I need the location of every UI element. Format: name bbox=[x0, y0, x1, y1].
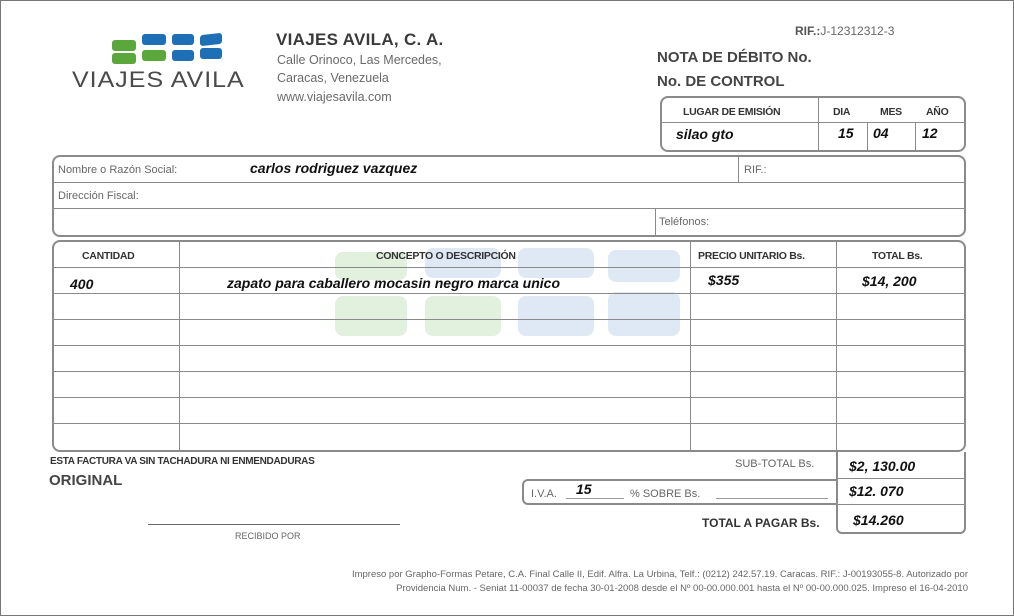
header-concepto: CONCEPTO O DESCRIPCIÓN bbox=[376, 250, 516, 262]
subtotal-label: SUB-TOTAL Bs. bbox=[735, 458, 815, 470]
received-by-label: RECIBIDO POR bbox=[235, 531, 301, 541]
sobre-label: % SOBRE Bs. bbox=[630, 488, 701, 500]
signature-line bbox=[148, 524, 400, 525]
dia-value: 15 bbox=[838, 125, 854, 141]
lugar-emision-label: LUGAR DE EMISIÓN bbox=[683, 106, 781, 118]
mes-value: 04 bbox=[873, 125, 889, 141]
item-concepto: zapato para caballero mocasin negro marca unico bbox=[227, 275, 560, 291]
logo-icon bbox=[112, 34, 224, 64]
item-total: $14, 200 bbox=[862, 273, 917, 289]
client-rif-label: RIF.: bbox=[744, 164, 767, 176]
client-box bbox=[52, 155, 966, 237]
item-cantidad: 400 bbox=[70, 276, 94, 292]
header-precio: PRECIO UNITARIO Bs. bbox=[698, 250, 805, 262]
no-alterations-notice: ESTA FACTURA VA SIN TACHADURA NI ENMENDADURAS bbox=[50, 456, 315, 467]
item-precio: $355 bbox=[708, 272, 740, 288]
rif-number: RIF.:J-12312312-3 bbox=[795, 24, 895, 38]
ano-label: AÑO bbox=[926, 106, 949, 118]
emission-box bbox=[660, 96, 966, 152]
printer-footer-line1: Impreso por Grapho-Formas Petare, C.A. Final Calle II, Edif. Alfra. La Urbina, Telf.: (0212) 242.57.19. Caracas. RIF.: J-00193055-8. Autorizado por bbox=[351, 569, 968, 580]
lugar-value: silao gto bbox=[676, 126, 734, 142]
company-website: www.viajesavila.com bbox=[277, 90, 392, 104]
control-number-label: No. DE CONTROL bbox=[657, 73, 785, 90]
mes-label: MES bbox=[880, 106, 902, 118]
header-total: TOTAL Bs. bbox=[872, 250, 923, 262]
client-name-value: carlos rodriguez vazquez bbox=[250, 160, 418, 176]
logo-wordmark: VIAJES AVILA bbox=[72, 67, 245, 93]
iva-amount: $12. 070 bbox=[849, 483, 904, 499]
total-label: TOTAL A PAGAR Bs. bbox=[702, 516, 820, 530]
client-name-label: Nombre o Razón Social: bbox=[58, 164, 178, 176]
total-value: $14.260 bbox=[853, 512, 904, 528]
iva-percent: 15 bbox=[576, 481, 592, 497]
header-cantidad: CANTIDAD bbox=[82, 250, 135, 262]
document-title: NOTA DE DÉBITO No. bbox=[657, 49, 812, 66]
company-address-line2: Caracas, Venezuela bbox=[277, 71, 389, 85]
client-phones-label: Teléfonos: bbox=[659, 216, 710, 228]
copy-label: ORIGINAL bbox=[49, 472, 123, 489]
company-address-line1: Calle Orinoco, Las Mercedes, bbox=[277, 53, 442, 67]
iva-label: I.V.A. bbox=[531, 488, 557, 500]
printer-footer-line2: Providencia Num. - Seniat 11-00037 de fecha 30-01-2008 desde el Nº 00-00.000.001 hasta el Nº 00-00.000.025. Impreso el 16-04-2010 bbox=[396, 583, 968, 594]
dia-label: DIA bbox=[833, 106, 851, 118]
client-address-label: Dirección Fiscal: bbox=[58, 190, 139, 202]
subtotal-value: $2, 130.00 bbox=[849, 458, 916, 474]
items-table bbox=[52, 240, 966, 452]
company-name: VIAJES AVILA, C. A. bbox=[276, 30, 444, 49]
ano-value: 12 bbox=[922, 125, 938, 141]
